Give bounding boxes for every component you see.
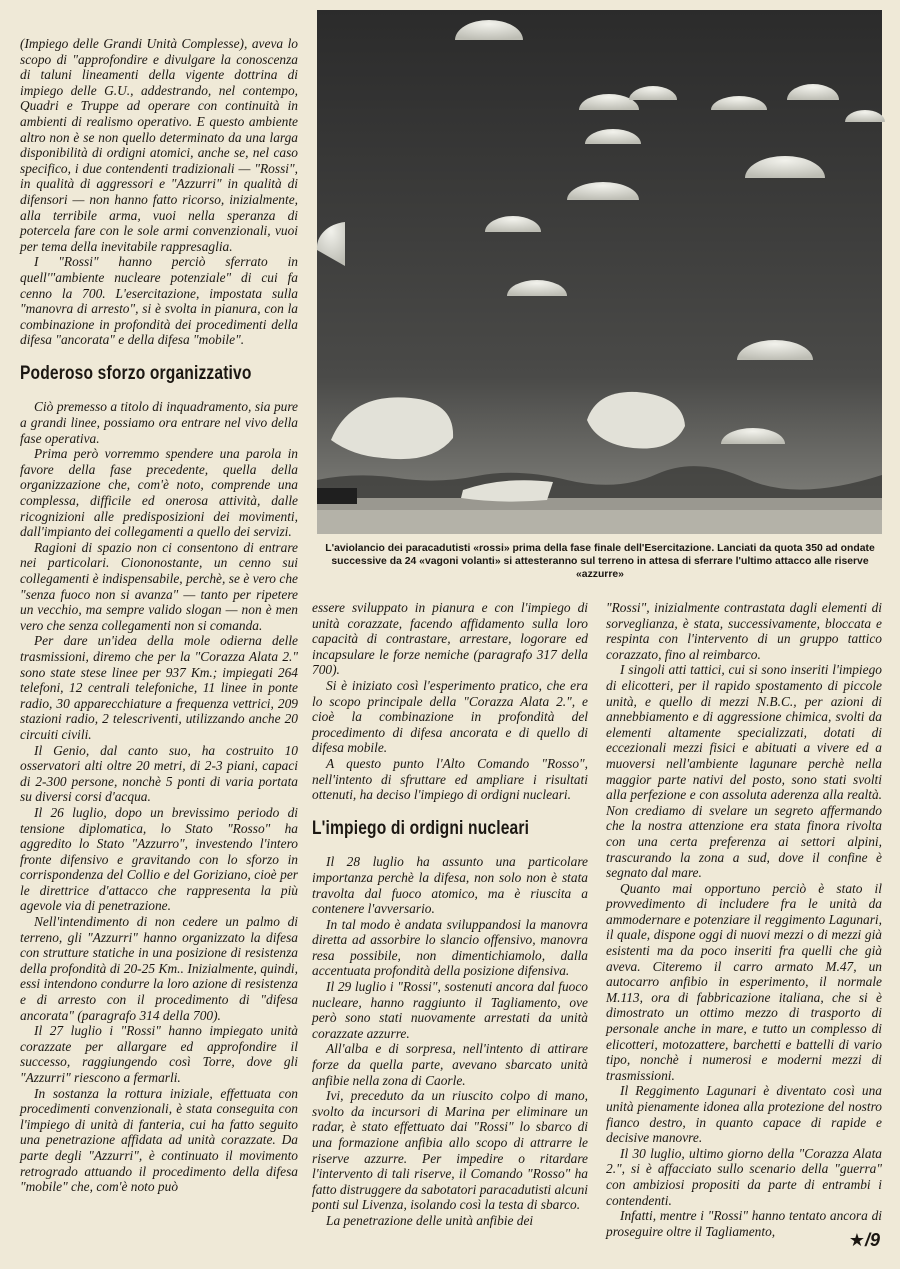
paragraph: In sostanza la rottura iniziale, effettuata con procedimenti convenzionali, è stata conseguita con l'impiego di unità di fanteria, cui ha fatto seguito una penetrazione affidata ad unità corazzate. Da parte degli "Azzurri", è continuato il movimento retrogrado attuando il procedimento della difesa "mobile" che, com'è noto può [20, 1085, 298, 1195]
left-text-column [20, 36, 298, 1236]
paragraph: Prima però vorremmo spendere una parola in favore della fase precedente, quella della organizzazione che, com'è noto, comprende una complessa, difficile ed onerosa attività, dalle ricognizioni alle predisposizioni dei movimenti, dall'impianto dei collegamenti a quello dei servizi. [20, 446, 298, 540]
section-heading-nucleari: L'impiego di ordigni nucleari [312, 817, 530, 839]
section-heading-organizzativo: Poderoso sforzo organizzativo [20, 362, 252, 384]
paragraph: Il Reggimento Lagunari è diventato così una unità pienamente idonea alla protezione del nostro fianco destro, in quanto capace di rapide e decisive manovre. [606, 1083, 882, 1146]
paragraph: Il 27 luglio i "Rossi" hanno impiegato unità corazzate per allargare ed approfondire il successo, raggiungendo così Torre, dove gli "Azzurri" riescono a fermarli. [20, 1023, 298, 1085]
paragraph: (Impiego delle Grandi Unità Complesse), aveva lo scopo di "approfondire e divulgare la conoscenza di taluni lineamenti della vigente dottrina di impiego delle G.U., addestrando, nel contempo, Quadri e Truppe ad operare con continuità in ambienti di realismo operativo. E questo ambiente altro non è se non quello determinato da una larga disponibilità di ordigni atomici, anche se, nel caso specifico, i due contendenti tradizionali — "Rossi", in qualità di aggressori e "Azzurri" in qualità di difensori — non hanno fatto ricorso, inizialmente, alla terribile arma, vuoi nella speranza di potercela fare con le sole armi convenzionali, vuoi per tema della inevitabile rappresaglia. [20, 36, 298, 254]
middle-text-column [312, 600, 588, 1228]
paragraph: A questo punto l'Alto Comando "Rosso", nell'intento di sfruttare ed ampliare i risultati ottenuti, ha deciso l'impiego di ordigni nucleari. [312, 755, 588, 803]
right-text-column [606, 600, 882, 1239]
paragraph: Nell'intendimento di non cedere un palmo di terreno, gli "Azzurri" hanno organizzato la difesa con strutture statiche in una posizione di resistenza della profondità di 20-25 Km.. Inizialmente, quindi, essi intendono condurre la loro azione di resistenza e di arresto con il procedimento di "difesa ancorata" (paragrafo 314 della 700). [20, 914, 298, 1023]
paragraph: La penetrazione delle unità anfibie dei [326, 1212, 534, 1228]
paragraph: Il 28 luglio ha assunto una particolare importanza perchè la difesa, non solo non è stata travolta dal fuoco atomico, ma è riuscita a contenere l'avversario. [312, 854, 588, 917]
paragraph: Si è iniziato così l'esperimento pratico, che era lo scopo principale della "Corazza Alata 2.", e cioè la combinazione in profondità del procedimento di difesa ancorata e di quello di difesa mobile. [312, 677, 588, 756]
paragraph: Quanto mai opportuno perciò è stato il provvedimento di includere fra le unità da ammodernare e potenziare il reggimento Lagunari, il quale, dispone oggi di nuovi mezzi o di mezzi già esistenti ma da poco inseriti fra quelli che già aveva. Citeremo il carro armato M.47, un autocarro anfibio in esperimento, il normale M.113, ora di fabbricazione italiana, che si è dimostrato un ottimo mezzo di trasporto di personale anche in mare, e tutto un complesso di elicotteri, motozattere, barchetti e battelli di vario tipo, nonchè i numerosi e moderni mezzi di trasmissioni. [606, 880, 882, 1083]
paragraph: Il 30 luglio, ultimo giorno della "Corazza Alata 2.", si è affacciato sullo scenario della "guerra" con ambiziosi propositi da parte di entrambi i contendenti. [606, 1145, 882, 1208]
paragraph: I singoli atti tattici, cui si sono inseriti l'impiego di elicotteri, per il rapido spostamento di piccole unità, e quello di mezzi N.B.C., per azioni di annebbiamento e di aggressione chimica, svolti da elementi altamente specializzati, dotati di eccezionali mezzi fisici e abituati a vivere ed a muoversi nell'ambiente lagunare perchè nella maggior parte nativi del posto, sono stati svolti alla perfezione e con assoluta aderenza alla realtà. Non crediamo di svelare un segreto affermando che la nostra attenzione era stata finora rivolta con una certa preferenza ai settori alpini, trascurando la zona a sud, dove il confine è segnato dal mare. [606, 662, 882, 881]
paragraph: Per dare un'idea della mole odierna delle trasmissioni, diremo che per la "Corazza Alata 2." sono state stese linee per 937 Km.; impiegati 264 telefoni, 12 centrali telefoniche, 11 linee in ponte radio, 30 apparecchiature a frequenza vettrici, 209 stazioni radio, 2 telescriventi, utilizzando anche 20 circuiti civili. [20, 633, 298, 742]
paragraph: Il 26 luglio, dopo un brevissimo periodo di tensione diplomatica, lo Stato "Rosso" ha aggredito lo Stato "Azzurro", investendo l'intero fronte difensivo e gravitando con lo sforzo in corrispondenza del Collio e del Goriziano, cioè per le direttrice d'attacco che rappresenta la più agevole via di penetrazione. [20, 804, 298, 914]
photo-caption: L'aviolancio dei paracadutisti «rossi» prima della fase finale dell'Esercitazione. Lanciati da quota 350 ad ondate successive da 24 «vagoni volanti» si attesteranno sul terreno in attesa di sferrare l'ultimo attacco alle riserve «azzurre» [325, 543, 875, 581]
page-number: ★/9 [848, 1230, 880, 1250]
paragraph: Il Genio, dal canto suo, ha costruito 10 osservatori alti oltre 20 metri, di 2-3 piani, capaci di 2-300 persone, nonchè 5 ponti di varia portata su diversi corsi d'acqua. [20, 742, 298, 805]
paragraph: Ciò premesso a titolo di inquadramento, sia pure a grandi linee, possiamo ora entrare nel vivo della fase operativa. [20, 399, 298, 446]
paragraph: Ivi, preceduto da un riuscito colpo di mano, svolto da incursori di Marina per eliminare un radar, è stato effettuato dai "Rossi" lo sbarco di una formazione anfibia allo scopo di attrarre le riserve azzurre. Per impedire o ritardare l'intervento di tali riserve, il Comando "Rosso" ha fatto distruggere da sabotatori paracadutisti alcuni ponti sul Livenza, isolando così la testa di sbarco. [312, 1088, 588, 1213]
paragraph: "Rossi", inizialmente contrastata dagli elementi di sorveglianza, è stata, successivamente, bloccata e respinta con l'intervento di un gruppo tattico corazzato, fino al reimbarco. [606, 600, 882, 662]
paragraph: All'alba e di sorpresa, nell'intento di attirare forze da quella parte, avevano sbarcato unità anfibie nella zona di Caorle. [312, 1041, 588, 1088]
parachutes-illustration [317, 10, 882, 534]
paragraph: Ragioni di spazio non ci consentono di entrare nei particolari. Ciononostante, un cenno sui collegamenti è indispensabile, perchè, se è vero che "senza fuoco non si avanza" — tanto per ripetere un vecchio, ma sempre valido slogan — non è men vero che senza collegamenti non si comanda. [20, 539, 298, 633]
paragraph: Infatti, mentre i "Rossi" hanno tentato ancora di proseguire oltre il Tagliamento, [606, 1208, 882, 1239]
paratroopers-photo [317, 10, 882, 534]
paragraph: I "Rossi" hanno perciò sferrato in quell'"ambiente nucleare potenziale" di cui fa cenno la 700. L'esercitazione, impostata sulla "manovra di arresto", si è svolta in pianura, con la combinazione in profondità dei procedimenti della difesa "ancorata" e della difesa "mobile". [20, 254, 298, 348]
paragraph: Il 29 luglio i "Rossi", sostenuti ancora dal fuoco nucleare, hanno raggiunto il Tagliamento, ove però sono stati nuovamente arrestati da unità corazzate azzurre. [312, 979, 588, 1041]
paragraph: In tal modo è andata sviluppandosi la manovra diretta ad assorbire lo slancio offensivo, manovra resa possibile, non dimentichiamolo, dalla accentuata profondità della posizione difensiva. [312, 916, 588, 979]
paragraph: essere sviluppato in pianura e con l'impiego di unità corazzate, facendo affidamento sulla loro capacità di contrastare, arrestare, logorare ed incapsulare le forze nemiche (paragrafo 317 della 700). [312, 600, 588, 678]
